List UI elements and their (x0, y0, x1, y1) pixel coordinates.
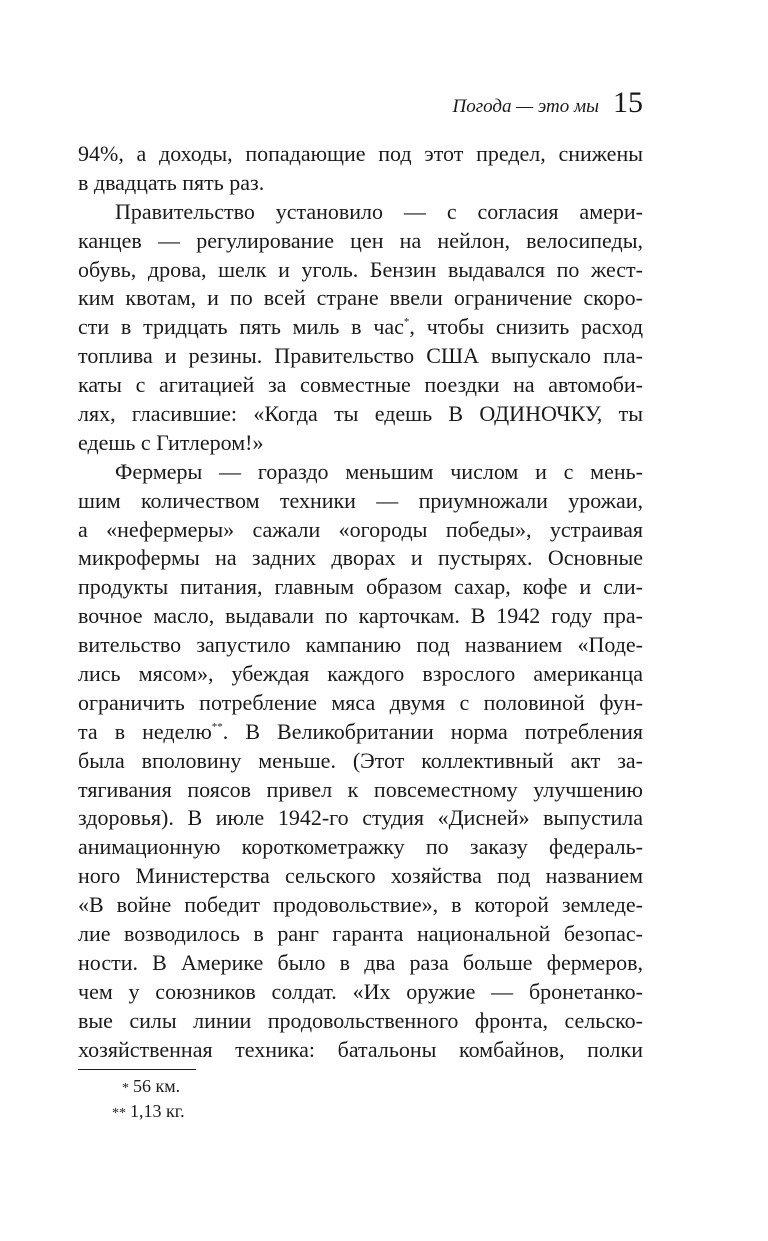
footnote-text: 56 км. (133, 1076, 181, 1096)
text-line: вые силы линии продовольственного фронта, сельско- (78, 1007, 643, 1033)
text-segment: . В Великобритании норма потребления (222, 718, 643, 744)
text-line: была вполовину меньше. (Этот коллективный акт за- (78, 747, 643, 773)
page-number: 15 (613, 86, 643, 119)
footnote-text: 1,13 кг. (130, 1101, 185, 1121)
text-segment: сти в тридцать пять миль в час (78, 314, 404, 340)
text-line-with-footnote (78, 313, 643, 342)
footnote-divider (78, 1069, 196, 1070)
running-head (78, 88, 643, 124)
running-title: Погода — это мы (452, 96, 599, 117)
text-segment: та в неделю (78, 718, 212, 744)
footnote-reference: * (403, 316, 410, 329)
text-line: ким квотам, и по всей стране ввели ограничение скоро- (78, 285, 643, 311)
text-line: обувь, дрова, шелк и уголь. Бензин выдавался по жест- (78, 256, 643, 282)
footnote-reference: ** (211, 720, 223, 733)
footnote-2 (78, 1099, 378, 1124)
text-line: хозяйственная техника: батальоны комбайнов, полки (78, 1036, 643, 1062)
text-line: продукты питания, главным образом сахар, кофе и сли- (78, 574, 643, 600)
text-line: лие возводилось в ранг гаранта национальной безопас- (78, 921, 643, 947)
text-line: каты с агитацией за совместные поездки на автомоби- (78, 372, 643, 398)
text-line: ности. В Америке было в два раза больше фермеров, (78, 949, 643, 975)
text-line: в двадцать пять раз. (78, 169, 265, 195)
text-segment: , чтобы снизить расход (409, 314, 644, 340)
text-line: канцев — регулирование цен на нейлон, велосипеды, (78, 227, 643, 253)
text-line: едешь с Гитлером!» (78, 429, 264, 455)
text-line: 94%, а доходы, попадающие под этот предел, снижены (78, 141, 643, 166)
text-line: анимационную короткометражку по заказу федераль- (78, 834, 643, 860)
paragraph-first-line: Правительство установило — с согласия амери- (115, 198, 643, 224)
footnote-1 (78, 1074, 378, 1099)
text-line: микрофермы на задних дворах и пустырях. Основные (78, 545, 643, 571)
footnotes (78, 1074, 378, 1124)
text-line: лись мясом», убеждая каждого взрослого американца (78, 661, 643, 687)
text-line: топлива и резины. Правительство США выпускало пла- (78, 343, 643, 369)
text-line: «В войне победит продовольствие», в которой земледе- (78, 892, 643, 918)
text-line: ограничить потребление мяса двумя с половиной фун- (78, 689, 643, 715)
text-line: шим количеством техники — приумножали урожаи, (78, 487, 643, 513)
text-line: здоровья). В июле 1942-го студия «Дисней» выпустила (78, 805, 643, 831)
footnote-mark: ** (112, 1106, 126, 1121)
text-line: ного Министерства сельского хозяйства под названием (78, 863, 643, 889)
text-line-with-footnote (78, 718, 643, 747)
text-line: чем у союзников солдат. «Их оружие — бронетанко- (78, 978, 643, 1004)
body-text (78, 140, 643, 1065)
text-line: вочное масло, выдавали по карточкам. В 1942 году пра- (78, 603, 643, 629)
text-line: вительство запустило кампанию под названием «Поде- (78, 632, 643, 658)
paragraph-first-line: Фермеры — гораздо меньшим числом и с мень- (115, 458, 643, 484)
footnote-mark: * (122, 1081, 129, 1096)
text-line: а «нефермеры» сажали «огороды победы», устраивая (78, 516, 643, 542)
text-line: лях, гласившие: «Когда ты едешь В ОДИНОЧКУ, ты (78, 401, 643, 427)
text-line: тягивания поясов привел к повсеместному улучшению (78, 776, 643, 802)
